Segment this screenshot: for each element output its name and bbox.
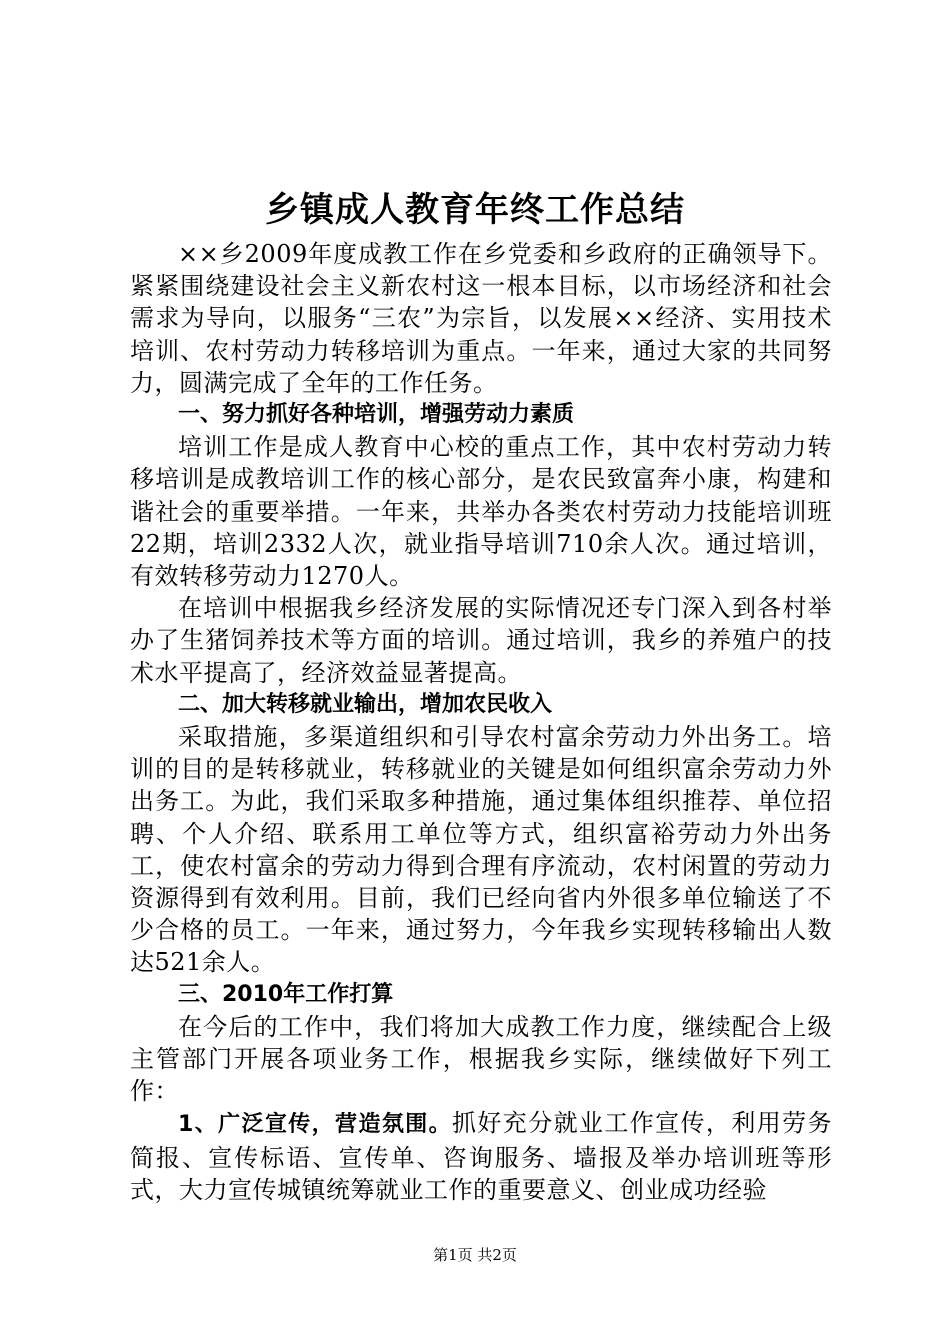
item-1-lead: 1、广泛宣传，营造氛围。: [178, 1112, 453, 1138]
section-heading-2: 二、加大转移就业输出，增加农民收入: [178, 691, 553, 717]
document-body: [130, 238, 832, 1206]
section-3-paragraph-1: 在今后的工作中，我们将加大成教工作力度，继续配合上级主管部门开展各项业务工作，根据我乡实际，继续做好下列工作：: [130, 1012, 832, 1106]
document-title: 乡镇成人教育年终工作总结: [265, 190, 685, 230]
intro-paragraph: ××乡2009年度成教工作在乡党委和乡政府的正确领导下。紧紧围绕建设社会主义新农村这一根本目标，以市场经济和社会需求为导向，以服务“三农”为宗旨，以发展××经济、实用技术培训、农村劳动力转移培训为重点。一年来，通过大家的共同努力，圆满完成了全年的工作任务。: [130, 240, 832, 397]
item-1-text: 抓好充分就业工作宣传，利用劳务简报、宣传标语、宣传单、咨询服务、墙报及举办培训班等形式，大力宣传城镇统筹就业工作的重要意义、创业成功经验: [130, 1109, 833, 1204]
section-1-paragraph-2: 在培训中根据我乡经济发展的实际情况还专门深入到各村举办了生猪饲养技术等方面的培训。通过培训，我乡的养殖户的技术水平提高了，经济效益显著提高。: [130, 594, 832, 687]
page-footer: 第1页 共2页: [433, 1246, 517, 1264]
section-1-paragraph-1: 培训工作是成人教育中心校的重点工作，其中农村劳动力转移培训是成教培训工作的核心部分，是农民致富奔小康，构建和谐社会的重要举措。一年来，共举办各类农村劳动力技能培训班22期，培训2332人次，就业指导培训710余人次。通过培训，有效转移劳动力1270人。: [130, 433, 832, 591]
section-heading-1: 一、努力抓好各种培训，增强劳动力素质: [178, 402, 575, 428]
section-heading-3: 三、2010年工作打算: [178, 981, 394, 1007]
section-2-paragraph-1: 采取措施，多渠道组织和引导农村富余劳动力外出务工。培训的目的是转移就业，转移就业的关键是如何组织富余劳动力外出务工。为此，我们采取多种措施，通过集体组织推荐、单位招聘、个人介绍、联系用工单位等方式，组织富裕劳动力外出务工，使农村富余的劳动力得到合理有序流动，农村闲置的劳动力资源得到有效利用。目前，我们已经向省内外很多单位输送了不少合格的员工。一年来，通过努力，今年我乡实现转移输出人数达521余人。: [130, 723, 832, 977]
section-3-item-1: [130, 1107, 832, 1206]
